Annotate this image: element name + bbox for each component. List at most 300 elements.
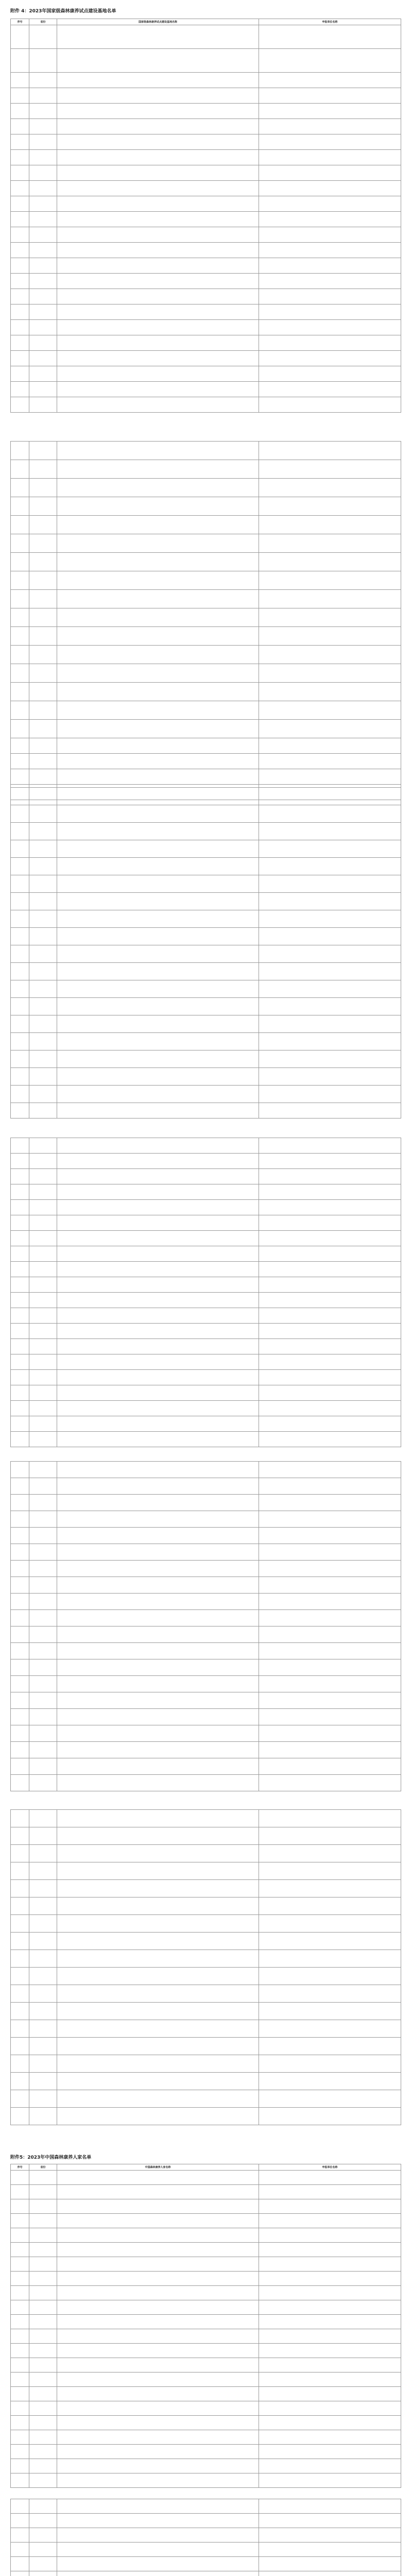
row-number-cell bbox=[11, 2055, 29, 2073]
row-number-cell bbox=[11, 963, 29, 980]
row-number-cell bbox=[11, 1742, 29, 1758]
table-row bbox=[11, 289, 401, 304]
applicant-cell bbox=[259, 351, 401, 366]
row-number-cell bbox=[11, 1968, 29, 1985]
name-cell bbox=[57, 590, 259, 608]
row-number-cell bbox=[11, 289, 29, 304]
applicant-cell bbox=[259, 243, 401, 258]
province-cell bbox=[29, 1154, 57, 1169]
province-cell bbox=[29, 1138, 57, 1154]
table-row bbox=[11, 351, 401, 366]
table-row bbox=[11, 258, 401, 274]
province-cell bbox=[29, 104, 57, 119]
applicant-cell bbox=[259, 1950, 401, 1968]
table-row bbox=[11, 701, 401, 720]
row-number-cell bbox=[11, 1577, 29, 1594]
row-number-cell bbox=[11, 2003, 29, 2020]
applicant-cell bbox=[259, 2257, 401, 2272]
name-cell bbox=[57, 2214, 259, 2228]
table-row bbox=[11, 2171, 401, 2185]
applicant-cell bbox=[259, 534, 401, 553]
province-cell bbox=[29, 2473, 57, 2488]
row-number-cell bbox=[11, 335, 29, 351]
applicant-cell bbox=[259, 1339, 401, 1354]
province-cell bbox=[29, 1050, 57, 1068]
name-cell bbox=[57, 928, 259, 945]
row-number-cell bbox=[11, 497, 29, 516]
province-cell bbox=[29, 2199, 57, 2214]
table-row bbox=[11, 1880, 401, 1897]
applicant-cell bbox=[259, 1068, 401, 1086]
name-cell bbox=[57, 1401, 259, 1416]
province-cell bbox=[29, 2300, 57, 2315]
name-cell bbox=[57, 945, 259, 963]
table-row bbox=[11, 1086, 401, 1103]
province-cell bbox=[29, 1370, 57, 1385]
table-row bbox=[11, 1915, 401, 1933]
row-number-cell bbox=[11, 1880, 29, 1897]
province-cell bbox=[29, 2445, 57, 2459]
province-cell bbox=[29, 1103, 57, 1118]
name-cell bbox=[57, 1880, 259, 1897]
name-cell bbox=[57, 1370, 259, 1385]
table-row bbox=[11, 2038, 401, 2055]
name-cell bbox=[57, 1862, 259, 1880]
table-row bbox=[11, 2473, 401, 2488]
applicant-cell bbox=[259, 1897, 401, 1915]
table-row bbox=[11, 1401, 401, 1416]
table-row bbox=[11, 243, 401, 258]
row-number-cell bbox=[11, 2473, 29, 2488]
table-row bbox=[11, 2108, 401, 2125]
row-number-cell bbox=[11, 2185, 29, 2199]
applicant-cell bbox=[259, 875, 401, 893]
table-row bbox=[11, 442, 401, 460]
table-row bbox=[11, 1246, 401, 1262]
province-cell bbox=[29, 1626, 57, 1643]
province-cell bbox=[29, 2358, 57, 2372]
province-cell bbox=[29, 1676, 57, 1692]
table-row bbox=[11, 2315, 401, 2329]
applicant-cell bbox=[259, 980, 401, 998]
applicant-cell bbox=[259, 1495, 401, 1511]
table-header-row bbox=[11, 19, 401, 25]
table-row bbox=[11, 2543, 401, 2557]
province-cell bbox=[29, 720, 57, 738]
name-cell bbox=[57, 460, 259, 479]
table-row bbox=[11, 805, 401, 823]
row-number-cell bbox=[11, 516, 29, 534]
name-cell bbox=[57, 1262, 259, 1277]
row-number-cell bbox=[11, 1033, 29, 1050]
name-cell bbox=[57, 2090, 259, 2108]
applicant-cell bbox=[259, 196, 401, 212]
province-cell bbox=[29, 1246, 57, 1262]
applicant-cell bbox=[259, 335, 401, 351]
province-cell bbox=[29, 945, 57, 963]
name-cell bbox=[57, 2358, 259, 2372]
table-row bbox=[11, 608, 401, 627]
name-cell bbox=[57, 805, 259, 823]
applicant-cell bbox=[259, 1845, 401, 1862]
province-cell bbox=[29, 49, 57, 73]
row-number-cell bbox=[11, 442, 29, 460]
name-cell bbox=[57, 1709, 259, 1725]
applicant-cell bbox=[259, 1370, 401, 1385]
province-cell bbox=[29, 875, 57, 893]
table-row bbox=[11, 366, 401, 382]
province-cell bbox=[29, 274, 57, 289]
applicant-cell bbox=[259, 1231, 401, 1246]
table-row bbox=[11, 1511, 401, 1528]
name-cell bbox=[57, 646, 259, 664]
row-number-cell bbox=[11, 608, 29, 627]
table-row bbox=[11, 497, 401, 516]
applicant-cell bbox=[259, 2171, 401, 2185]
table-row bbox=[11, 2300, 401, 2315]
name-cell bbox=[57, 1015, 259, 1033]
table-row bbox=[11, 1968, 401, 1985]
name-cell bbox=[57, 73, 259, 88]
name-cell bbox=[57, 627, 259, 646]
province-cell bbox=[29, 320, 57, 335]
name-cell bbox=[57, 304, 259, 320]
row-number-cell bbox=[11, 805, 29, 823]
name-cell bbox=[57, 2055, 259, 2073]
row-number-cell bbox=[11, 1416, 29, 1432]
name-cell bbox=[57, 2430, 259, 2445]
name-cell bbox=[57, 534, 259, 553]
name-cell bbox=[57, 2171, 259, 2185]
annex4-table-part2 bbox=[10, 441, 401, 800]
row-number-cell bbox=[11, 1561, 29, 1577]
applicant-cell bbox=[259, 858, 401, 875]
row-number-cell bbox=[11, 119, 29, 134]
name-cell bbox=[57, 963, 259, 980]
applicant-cell bbox=[259, 1086, 401, 1103]
applicant-cell bbox=[259, 998, 401, 1015]
table-row bbox=[11, 646, 401, 664]
column-header: 序号 bbox=[11, 19, 29, 25]
table-row bbox=[11, 1594, 401, 1610]
table-row bbox=[11, 571, 401, 590]
province-cell bbox=[29, 1643, 57, 1659]
name-cell bbox=[57, 1897, 259, 1915]
name-cell bbox=[57, 497, 259, 516]
province-cell bbox=[29, 2185, 57, 2199]
name-cell bbox=[57, 351, 259, 366]
applicant-cell bbox=[259, 1985, 401, 2003]
name-cell bbox=[57, 2329, 259, 2344]
row-number-cell bbox=[11, 2286, 29, 2300]
table-row bbox=[11, 963, 401, 980]
province-cell bbox=[29, 1462, 57, 1478]
province-cell bbox=[29, 683, 57, 701]
province-cell bbox=[29, 1401, 57, 1416]
name-cell bbox=[57, 1643, 259, 1659]
table-row bbox=[11, 1015, 401, 1033]
name-cell bbox=[57, 274, 259, 289]
name-cell bbox=[57, 289, 259, 304]
province-cell bbox=[29, 1862, 57, 1880]
row-number-cell bbox=[11, 627, 29, 646]
name-cell bbox=[57, 769, 259, 785]
applicant-cell bbox=[259, 1827, 401, 1845]
applicant-cell bbox=[259, 2416, 401, 2430]
table-row bbox=[11, 1827, 401, 1845]
applicant-cell bbox=[259, 2038, 401, 2055]
row-number-cell bbox=[11, 1432, 29, 1447]
table-row bbox=[11, 88, 401, 104]
applicant-cell bbox=[259, 608, 401, 627]
name-cell bbox=[57, 1827, 259, 1845]
province-cell bbox=[29, 1324, 57, 1339]
row-number-cell bbox=[11, 274, 29, 289]
name-cell bbox=[57, 664, 259, 683]
table-row bbox=[11, 2401, 401, 2416]
province-cell bbox=[29, 1758, 57, 1775]
applicant-cell bbox=[259, 1758, 401, 1775]
name-cell bbox=[57, 1339, 259, 1354]
table-row bbox=[11, 196, 401, 212]
applicant-cell bbox=[259, 1169, 401, 1184]
row-number-cell bbox=[11, 1709, 29, 1725]
row-number-cell bbox=[11, 1950, 29, 1968]
applicant-cell bbox=[259, 754, 401, 769]
table-row bbox=[11, 516, 401, 534]
province-cell bbox=[29, 2171, 57, 2185]
applicant-cell bbox=[259, 382, 401, 397]
name-cell bbox=[57, 2315, 259, 2329]
province-cell bbox=[29, 2329, 57, 2344]
province-cell bbox=[29, 1385, 57, 1401]
province-cell bbox=[29, 2214, 57, 2228]
table-row bbox=[11, 858, 401, 875]
table-row bbox=[11, 1184, 401, 1200]
applicant-cell bbox=[259, 460, 401, 479]
table-row bbox=[11, 2528, 401, 2543]
row-number-cell bbox=[11, 1897, 29, 1915]
province-cell bbox=[29, 646, 57, 664]
row-number-cell bbox=[11, 683, 29, 701]
province-cell bbox=[29, 243, 57, 258]
table-row bbox=[11, 2430, 401, 2445]
province-cell bbox=[29, 1277, 57, 1293]
row-number-cell bbox=[11, 1692, 29, 1709]
province-cell bbox=[29, 701, 57, 720]
table-row bbox=[11, 2387, 401, 2401]
row-number-cell bbox=[11, 701, 29, 720]
annex5-table-part2 bbox=[10, 2499, 401, 2576]
province-cell bbox=[29, 181, 57, 196]
applicant-cell bbox=[259, 25, 401, 49]
table-row bbox=[11, 823, 401, 840]
province-cell bbox=[29, 2401, 57, 2416]
annex4-table-part6 bbox=[10, 1809, 401, 2125]
applicant-cell bbox=[259, 1610, 401, 1626]
applicant-cell bbox=[259, 274, 401, 289]
row-number-cell bbox=[11, 1610, 29, 1626]
row-number-cell bbox=[11, 769, 29, 785]
row-number-cell bbox=[11, 738, 29, 754]
row-number-cell bbox=[11, 1246, 29, 1262]
province-cell bbox=[29, 2020, 57, 2038]
applicant-cell bbox=[259, 2528, 401, 2543]
table-row bbox=[11, 460, 401, 479]
row-number-cell bbox=[11, 2228, 29, 2243]
row-number-cell bbox=[11, 2543, 29, 2557]
table-row bbox=[11, 590, 401, 608]
name-cell bbox=[57, 1968, 259, 1985]
table-row bbox=[11, 1200, 401, 1215]
row-number-cell bbox=[11, 1370, 29, 1385]
row-number-cell bbox=[11, 823, 29, 840]
applicant-cell bbox=[259, 1103, 401, 1118]
column-header: 申报单位名称 bbox=[259, 19, 401, 25]
table-row bbox=[11, 1659, 401, 1676]
name-cell bbox=[57, 49, 259, 73]
column-header: 申报单位名称 bbox=[259, 2164, 401, 2171]
table-row bbox=[11, 1231, 401, 1246]
name-cell bbox=[57, 1277, 259, 1293]
table-row bbox=[11, 1528, 401, 1544]
applicant-cell bbox=[259, 2329, 401, 2344]
applicant-cell bbox=[259, 2272, 401, 2286]
row-number-cell bbox=[11, 2090, 29, 2108]
row-number-cell bbox=[11, 25, 29, 49]
province-cell bbox=[29, 858, 57, 875]
table-row bbox=[11, 754, 401, 769]
table-row bbox=[11, 1862, 401, 1880]
name-cell bbox=[57, 2286, 259, 2300]
table-row bbox=[11, 910, 401, 928]
name-cell bbox=[57, 2272, 259, 2286]
annex4-title: 附件 4：2023年国家级森林康养试点建设基地名单 bbox=[10, 9, 116, 14]
row-number-cell bbox=[11, 2528, 29, 2543]
row-number-cell bbox=[11, 1015, 29, 1033]
table-row bbox=[11, 1692, 401, 1709]
applicant-cell bbox=[259, 2571, 401, 2576]
name-cell bbox=[57, 893, 259, 910]
applicant-cell bbox=[259, 2401, 401, 2416]
row-number-cell bbox=[11, 998, 29, 1015]
name-cell bbox=[57, 1050, 259, 1068]
name-cell bbox=[57, 2416, 259, 2430]
row-number-cell bbox=[11, 910, 29, 928]
name-cell bbox=[57, 2257, 259, 2272]
province-cell bbox=[29, 1915, 57, 1933]
applicant-cell bbox=[259, 1200, 401, 1215]
name-cell bbox=[57, 720, 259, 738]
name-cell bbox=[57, 134, 259, 150]
applicant-cell bbox=[259, 1478, 401, 1495]
name-cell bbox=[57, 1985, 259, 2003]
province-cell bbox=[29, 571, 57, 590]
province-cell bbox=[29, 165, 57, 181]
province-cell bbox=[29, 1511, 57, 1528]
applicant-cell bbox=[259, 1626, 401, 1643]
row-number-cell bbox=[11, 1915, 29, 1933]
table-row bbox=[11, 1544, 401, 1561]
row-number-cell bbox=[11, 1200, 29, 1215]
table-row bbox=[11, 769, 401, 785]
table-row bbox=[11, 1154, 401, 1169]
table-row bbox=[11, 945, 401, 963]
name-cell bbox=[57, 1478, 259, 1495]
table-row bbox=[11, 840, 401, 858]
table-row bbox=[11, 304, 401, 320]
name-cell bbox=[57, 1416, 259, 1432]
table-row bbox=[11, 2286, 401, 2300]
name-cell bbox=[57, 243, 259, 258]
row-number-cell bbox=[11, 646, 29, 664]
applicant-cell bbox=[259, 2214, 401, 2228]
table-row bbox=[11, 2372, 401, 2387]
province-cell bbox=[29, 1231, 57, 1246]
applicant-cell bbox=[259, 910, 401, 928]
name-cell bbox=[57, 1511, 259, 1528]
name-cell bbox=[57, 998, 259, 1015]
applicant-cell bbox=[259, 2459, 401, 2473]
applicant-cell bbox=[259, 701, 401, 720]
row-number-cell bbox=[11, 49, 29, 73]
name-cell bbox=[57, 553, 259, 571]
province-cell bbox=[29, 2499, 57, 2514]
row-number-cell bbox=[11, 1277, 29, 1293]
table-row bbox=[11, 73, 401, 88]
table-row bbox=[11, 227, 401, 243]
name-cell bbox=[57, 1845, 259, 1862]
province-cell bbox=[29, 910, 57, 928]
applicant-cell bbox=[259, 1709, 401, 1725]
province-cell bbox=[29, 1742, 57, 1758]
name-cell bbox=[57, 1915, 259, 1933]
column-header: 省份 bbox=[29, 19, 57, 25]
name-cell bbox=[57, 2344, 259, 2358]
row-number-cell bbox=[11, 2499, 29, 2514]
applicant-cell bbox=[259, 1933, 401, 1950]
province-cell bbox=[29, 823, 57, 840]
table-row bbox=[11, 1103, 401, 1118]
name-cell bbox=[57, 823, 259, 840]
row-number-cell bbox=[11, 2401, 29, 2416]
row-number-cell bbox=[11, 1810, 29, 1827]
name-cell bbox=[57, 2038, 259, 2055]
row-number-cell bbox=[11, 2571, 29, 2576]
name-cell bbox=[57, 1544, 259, 1561]
province-cell bbox=[29, 534, 57, 553]
row-number-cell bbox=[11, 2315, 29, 2329]
column-header: 中国森林康养人家名称 bbox=[57, 2164, 259, 2171]
table-row bbox=[11, 1933, 401, 1950]
name-cell bbox=[57, 1594, 259, 1610]
province-cell bbox=[29, 1810, 57, 1827]
province-cell bbox=[29, 227, 57, 243]
row-number-cell bbox=[11, 2445, 29, 2459]
row-number-cell bbox=[11, 1845, 29, 1862]
table-row bbox=[11, 720, 401, 738]
applicant-cell bbox=[259, 571, 401, 590]
name-cell bbox=[57, 227, 259, 243]
table-row bbox=[11, 2416, 401, 2430]
applicant-cell bbox=[259, 2372, 401, 2387]
province-cell bbox=[29, 366, 57, 382]
province-cell bbox=[29, 2344, 57, 2358]
applicant-cell bbox=[259, 49, 401, 73]
name-cell bbox=[57, 1758, 259, 1775]
name-cell bbox=[57, 2557, 259, 2571]
row-number-cell bbox=[11, 1544, 29, 1561]
